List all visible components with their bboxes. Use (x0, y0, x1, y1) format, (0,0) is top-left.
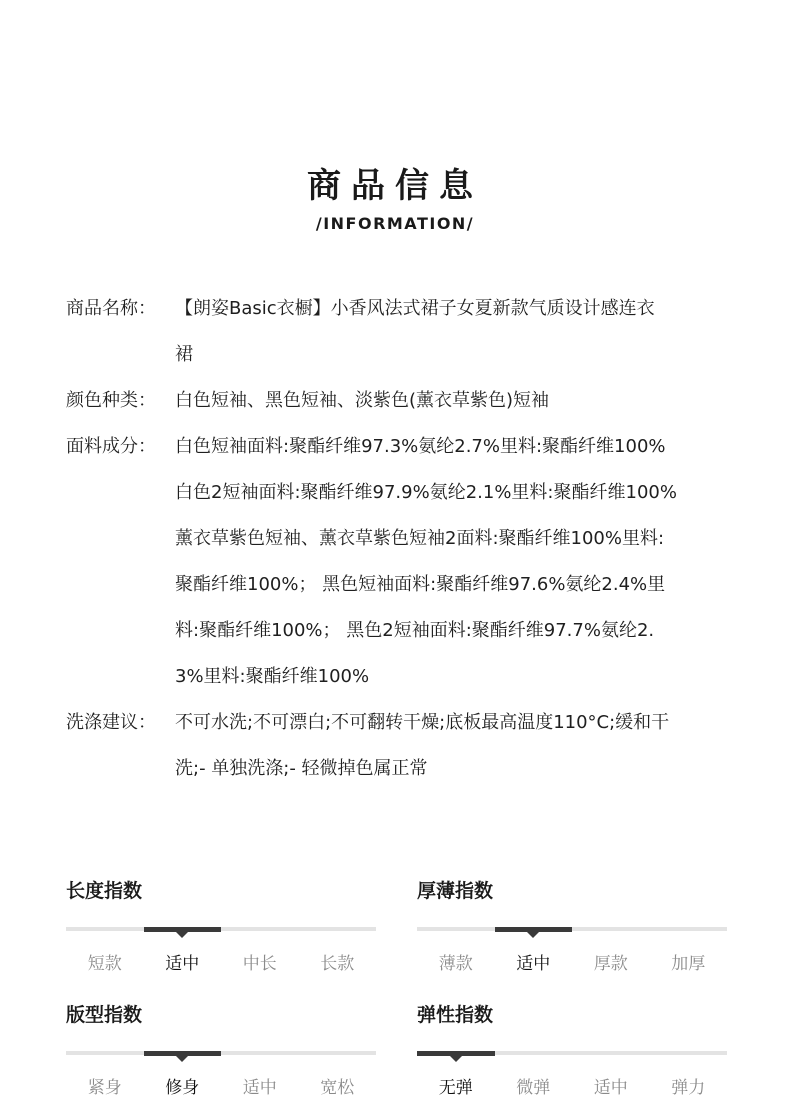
meter-option: 弹力 (671, 1078, 706, 1098)
info-row-washing (66, 700, 756, 792)
meter-option: 紧身 (87, 1078, 122, 1098)
indicator-arrow-icon (527, 932, 539, 938)
meter-option: 中长 (242, 954, 277, 974)
info-label: 面料成分： (66, 436, 156, 457)
info-value (175, 424, 756, 700)
fit-index-meter (66, 1000, 376, 1098)
meter-track (66, 1051, 376, 1055)
meter-option: 修身 (165, 1078, 200, 1098)
indicator-arrow-icon (176, 932, 188, 938)
info-value (175, 700, 756, 792)
meter-option: 宽松 (320, 1078, 355, 1098)
meter-option: 适中 (516, 954, 551, 974)
info-value (175, 378, 756, 424)
meter-option: 薄款 (438, 954, 473, 974)
meter-options (417, 1073, 727, 1098)
meter-option: 微弹 (516, 1078, 551, 1098)
meter-option: 加厚 (671, 954, 706, 974)
info-row-colors (66, 378, 756, 424)
info-row-fabric (66, 424, 756, 700)
info-row-name (66, 286, 756, 378)
meter-title: 版型指数 (66, 1004, 143, 1026)
elasticity-index-meter (417, 1000, 727, 1098)
meter-option: 适中 (242, 1078, 277, 1098)
info-line: 白色短袖面料:聚酯纤维97.3%氨纶2.7%里料:聚酯纤维100% (175, 436, 666, 457)
meter-title: 长度指数 (66, 880, 143, 902)
info-line: 白色短袖、黑色短袖、淡紫色(薰衣草紫色)短袖 (175, 390, 550, 411)
info-line: 洗;- 单独洗涤;- 轻微掉色属正常 (175, 758, 428, 779)
info-line: 3%里料:聚酯纤维100% (175, 666, 370, 687)
meter-indicator (495, 927, 573, 932)
meter-option: 厚款 (593, 954, 628, 974)
page-subtitle: /INFORMATION/ (315, 214, 475, 233)
meter-track (417, 1051, 727, 1055)
info-line: 薰衣草紫色短袖、薰衣草紫色短袖2面料:聚酯纤维100%里料: (175, 528, 665, 549)
meter-track (66, 927, 376, 931)
meter-option: 无弹 (438, 1078, 473, 1098)
meter-indicator (417, 1051, 495, 1056)
info-value (175, 286, 756, 378)
meter-options (66, 1073, 376, 1098)
meter-title: 弹性指数 (417, 1004, 494, 1026)
meter-title: 厚薄指数 (417, 880, 494, 902)
info-line: 【朗姿Basic衣橱】小香风法式裙子女夏新款气质设计感连衣 (175, 298, 655, 319)
meter-options (417, 949, 727, 974)
page-title: 商品信息 (307, 166, 483, 206)
meter-indicator (144, 927, 222, 932)
meter-option: 长款 (320, 954, 355, 974)
meter-option: 短款 (87, 954, 122, 974)
meter-indicator (144, 1051, 222, 1056)
length-index-meter (66, 876, 376, 974)
info-label: 颜色种类： (66, 390, 156, 411)
meter-option: 适中 (165, 954, 200, 974)
info-label: 商品名称： (66, 298, 156, 319)
info-label: 洗涤建议： (66, 712, 156, 733)
meter-option: 适中 (593, 1078, 628, 1098)
meter-options (66, 949, 376, 974)
indicator-arrow-icon (176, 1056, 188, 1062)
thickness-index-meter (417, 876, 727, 974)
indicator-arrow-icon (450, 1056, 462, 1062)
info-line: 不可水洗;不可漂白;不可翻转干燥;底板最高温度110°C;缓和干 (175, 712, 670, 733)
info-line: 裙 (175, 344, 193, 365)
product-info-list (66, 286, 756, 792)
info-line: 聚酯纤维100%； 黑色短袖面料:聚酯纤维97.6%氨纶2.4%里 (175, 574, 666, 595)
meter-track (417, 927, 727, 931)
info-line: 料:聚酯纤维100%； 黑色2短袖面料:聚酯纤维97.7%氨纶2. (175, 620, 655, 641)
info-line: 白色2短袖面料:聚酯纤维97.9%氨纶2.1%里料:聚酯纤维100% (175, 482, 677, 503)
